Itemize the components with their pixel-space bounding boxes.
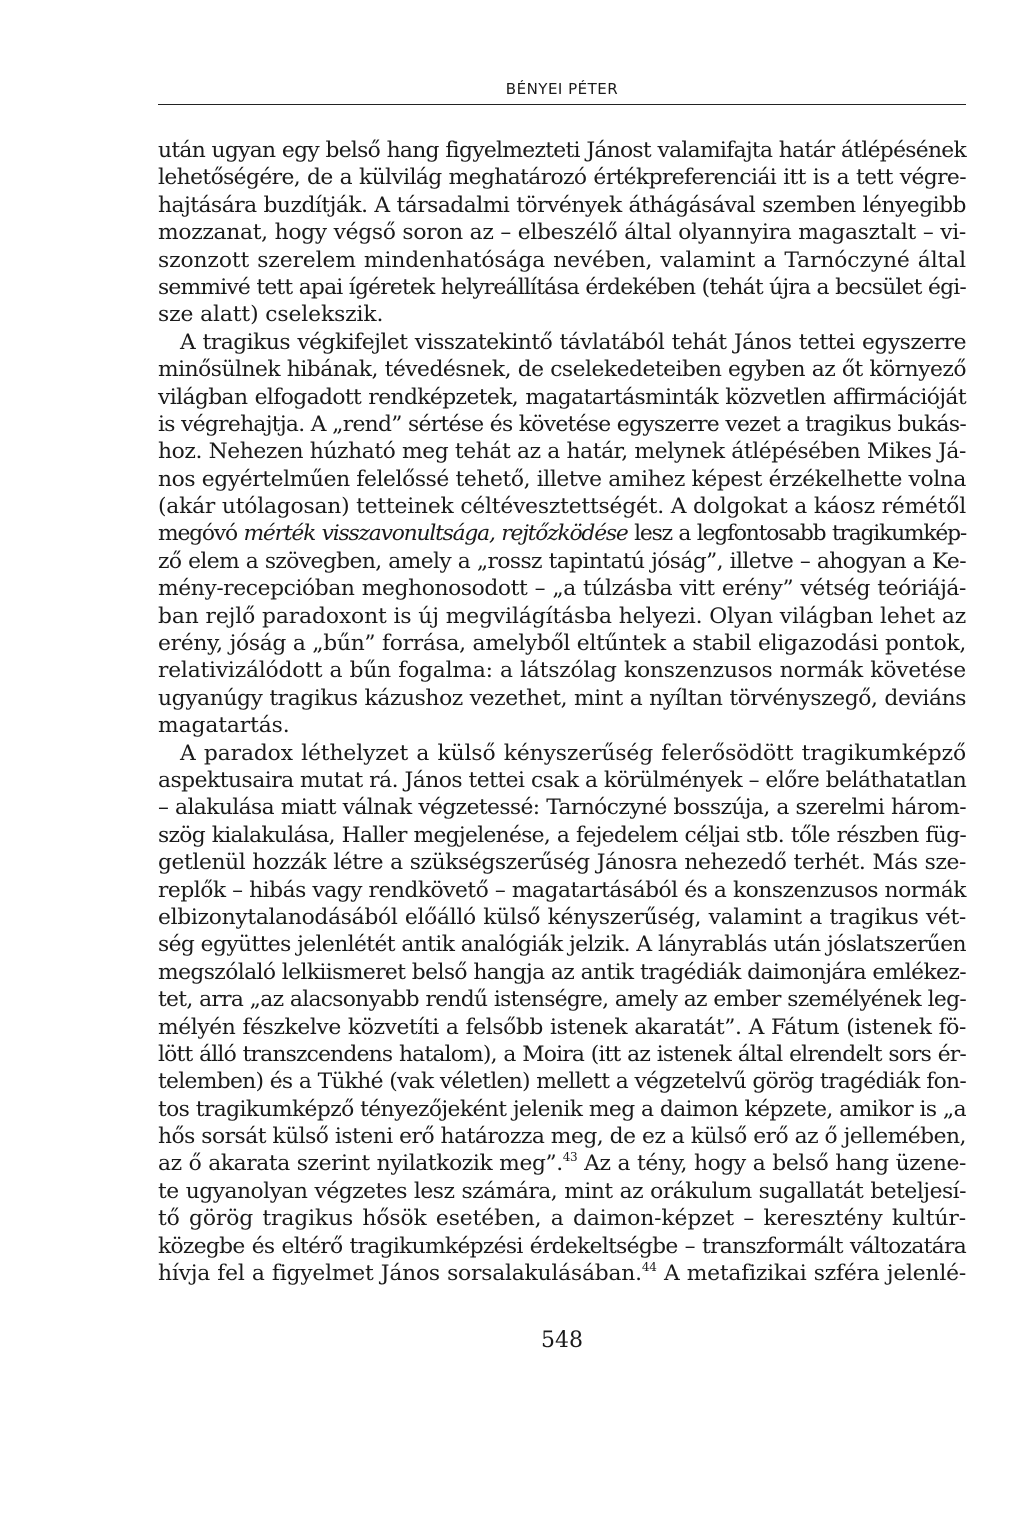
text-line (158, 931, 966, 958)
text-line-content: A metafizikai szféra jelenlé- (656, 1261, 966, 1287)
text-line-content: megszólaló lelkiismeret belső hangja az antik tragédiák daimonjára emlékez- (158, 959, 966, 985)
text-line-content: közegbe és eltérő tragikumképzési érdekeltségbe – transzformált változatára (158, 1233, 966, 1259)
text-line (158, 822, 966, 849)
text-line-content: lehetőségére, de a külvilág meghatározó értékpreferenciái itt is a tett végre- (158, 165, 966, 191)
text-line-content: erény, jóság a „bűn” forrása, amelyből eltűntek a stabil eligazodási pontok, (158, 631, 966, 657)
text-line (158, 137, 966, 164)
text-line (158, 466, 966, 493)
text-line (158, 301, 966, 328)
text-line-content: Az a tény, hogy a belső hang üzene- (577, 1151, 966, 1177)
text-line (158, 1014, 966, 1041)
text-line (158, 164, 966, 191)
text-line (158, 794, 966, 821)
text-line (158, 520, 966, 547)
text-line (158, 685, 966, 712)
body-text (158, 137, 966, 1287)
text-line (158, 493, 966, 520)
text-line-content: szonzott szerelem mindenhatósága nevében, valamint a Tarnóczyné által (158, 247, 966, 273)
text-line-content: az ő akarata szerint nyilatkozik meg”. (158, 1151, 563, 1177)
text-line-content: telemben) és a Tükhé (vak véletlen) mellett a végzetelvű görög tragédiák fon- (158, 1069, 966, 1095)
text-line-content: te ugyanolyan végzetes lesz számára, mint az orákulum sugallatát beteljesí- (158, 1178, 966, 1204)
text-line (158, 356, 966, 383)
text-line (158, 959, 966, 986)
text-line-content: mozzanat, hogy végső soron az – elbeszélő által olyannyira magasztalt – vi- (158, 220, 966, 246)
text-line (158, 1150, 966, 1177)
text-line (158, 1205, 966, 1232)
header-rule (158, 104, 966, 105)
text-line-content: ség együttes jelenlétét antik analógiák jelzik. A lányrablás után jóslatszerűen (158, 932, 966, 958)
text-line-content: minősülnek hibának, tévedésnek, de cselekedeteiben egyben az őt környező (158, 357, 966, 383)
text-line-content: tet, arra „az alacsonyabb rendű istenségre, amely az ember személyének leg- (158, 987, 966, 1013)
text-line-content: lesz a legfontosabb tragikumkép- (627, 521, 967, 547)
text-line-content: elbizonytalanodásából előálló külső kényszerűség, valamint a tragikus vét- (158, 904, 966, 930)
text-line (158, 1041, 966, 1068)
text-line (158, 548, 966, 575)
text-line-content: semmivé tett apai ígéretek helyreállítása érdekében (tehát újra a becsület égi- (158, 274, 966, 300)
text-line-content: ző elem a szövegben, amely a „rossz tapintatú jóság”, illetve – ahogyan a Ke- (158, 548, 966, 574)
running-head: BÉNYEI PÉTER (505, 80, 619, 98)
text-line-content: relativizálódott a bűn fogalma: a látszólag konszenzusos normák követése (158, 658, 966, 684)
text-line (158, 1233, 966, 1260)
text-line (158, 219, 966, 246)
text-line (158, 1178, 966, 1205)
text-line-content: magatartás. (158, 713, 290, 739)
text-line-content: aspektusaira mutat rá. János tettei csak a körülmények – előre beláthatatlan (158, 767, 967, 793)
text-line (158, 1096, 966, 1123)
text-line-content: után ugyan egy belső hang figyelmezteti Jánost valamifajta határ átlépésének (158, 138, 966, 163)
text-line-content: A paradox léthelyzet a külső kényszerűség felerősödött tragikumképző (180, 740, 966, 766)
text-line (158, 1260, 966, 1287)
text-line-content: hős sorsát külső isteni erő határozza meg, de ez a külső erő az ő jellemében, (158, 1124, 966, 1150)
text-line (158, 438, 966, 465)
text-line-content: világban elfogadott rendképzetek, magatartásminták közvetlen affirmációját (158, 384, 966, 410)
text-line-content: szög kialakulása, Haller megjelenése, a fejedelem céljai stb. tőle részben füg- (158, 822, 966, 848)
text-line-content: A tragikus végkifejlet visszatekintő távlatából tehát János tettei egyszerre (180, 329, 966, 355)
text-line (158, 849, 966, 876)
text-line-content: megóvó (158, 521, 244, 547)
text-line (158, 740, 966, 767)
footnote-reference[interactable]: 43 (562, 1150, 578, 1165)
text-line-content: (akár utólagosan) tetteinek céltévesztettségét. A dolgokat a káosz rémétől (158, 494, 966, 520)
text-line (158, 657, 966, 684)
text-line (158, 1068, 966, 1095)
text-line (158, 411, 966, 438)
text-line (158, 329, 966, 356)
text-line-content: lött álló transzcendens hatalom), a Moira (itt az istenek által elrendelt sors ér- (158, 1041, 966, 1067)
text-line-content: tő görög tragikus hősök esetében, a daimon-képzet – keresztény kultúr- (158, 1206, 966, 1232)
text-line (158, 767, 966, 794)
text-line (158, 1123, 966, 1150)
text-line-content: mélyén fészkelve közvetíti a felsőbb istenek akaratát”. A Fátum (istenek fö- (158, 1014, 966, 1040)
footnote-reference[interactable]: 44 (641, 1260, 657, 1275)
text-line (158, 575, 966, 602)
text-line-content: mény-recepcióban meghonosodott – „a túlzásba vitt erény” vétség teóriájá- (158, 576, 966, 602)
text-line (158, 247, 966, 274)
text-line (158, 192, 966, 219)
text-line-content: – alakulása miatt válnak végzetessé: Tarnóczyné bosszúja, a szerelmi három- (158, 795, 966, 821)
text-line-content: ugyanúgy tragikus kázushoz vezethet, mint a nyíltan törvényszegő, deviáns (158, 685, 966, 711)
text-line (158, 603, 966, 630)
text-line (158, 904, 966, 931)
text-line-content: sze alatt) cselekszik. (158, 302, 384, 328)
text-line-content: hívja fel a figyelmet János sorsalakulásában. (158, 1261, 642, 1287)
text-line-content: tos tragikumképző tényezőjeként jelenik meg a daimon képzete, amikor is „a (158, 1096, 966, 1122)
text-line (158, 712, 966, 739)
text-line (158, 630, 966, 657)
text-line-content: hoz. Nehezen húzható meg tehát az a határ, melynek átlépésében Mikes Já- (158, 439, 966, 465)
text-line-content: is végrehajtja. A „rend” sértése és követése egyszerre vezet a tragikus bukás- (158, 411, 966, 437)
text-line (158, 877, 966, 904)
text-line (158, 274, 966, 301)
italic-phrase: mérték visszavonultsága, rejtőzködése (243, 521, 628, 547)
text-line-content: hajtására buzdítják. A társadalmi törvények áthágásával szemben lényegibb (158, 192, 966, 218)
text-line (158, 986, 966, 1013)
text-line-content: ban rejlő paradoxont is új megvilágításba helyezi. Olyan világban lehet az (158, 603, 967, 629)
text-line-content: replők – hibás vagy rendkövető – magatartásából és a konszenzusos normák (158, 877, 966, 903)
text-line (158, 384, 966, 411)
page-number: 548 (541, 1328, 583, 1353)
text-line-content: getlenül hozzák létre a szükségszerűség Jánosra nehezedő terhét. Más sze- (158, 850, 966, 876)
text-line-content: nos egyértelműen felelőssé tehető, illetve amihez képest érzékelhette volna (158, 466, 966, 492)
